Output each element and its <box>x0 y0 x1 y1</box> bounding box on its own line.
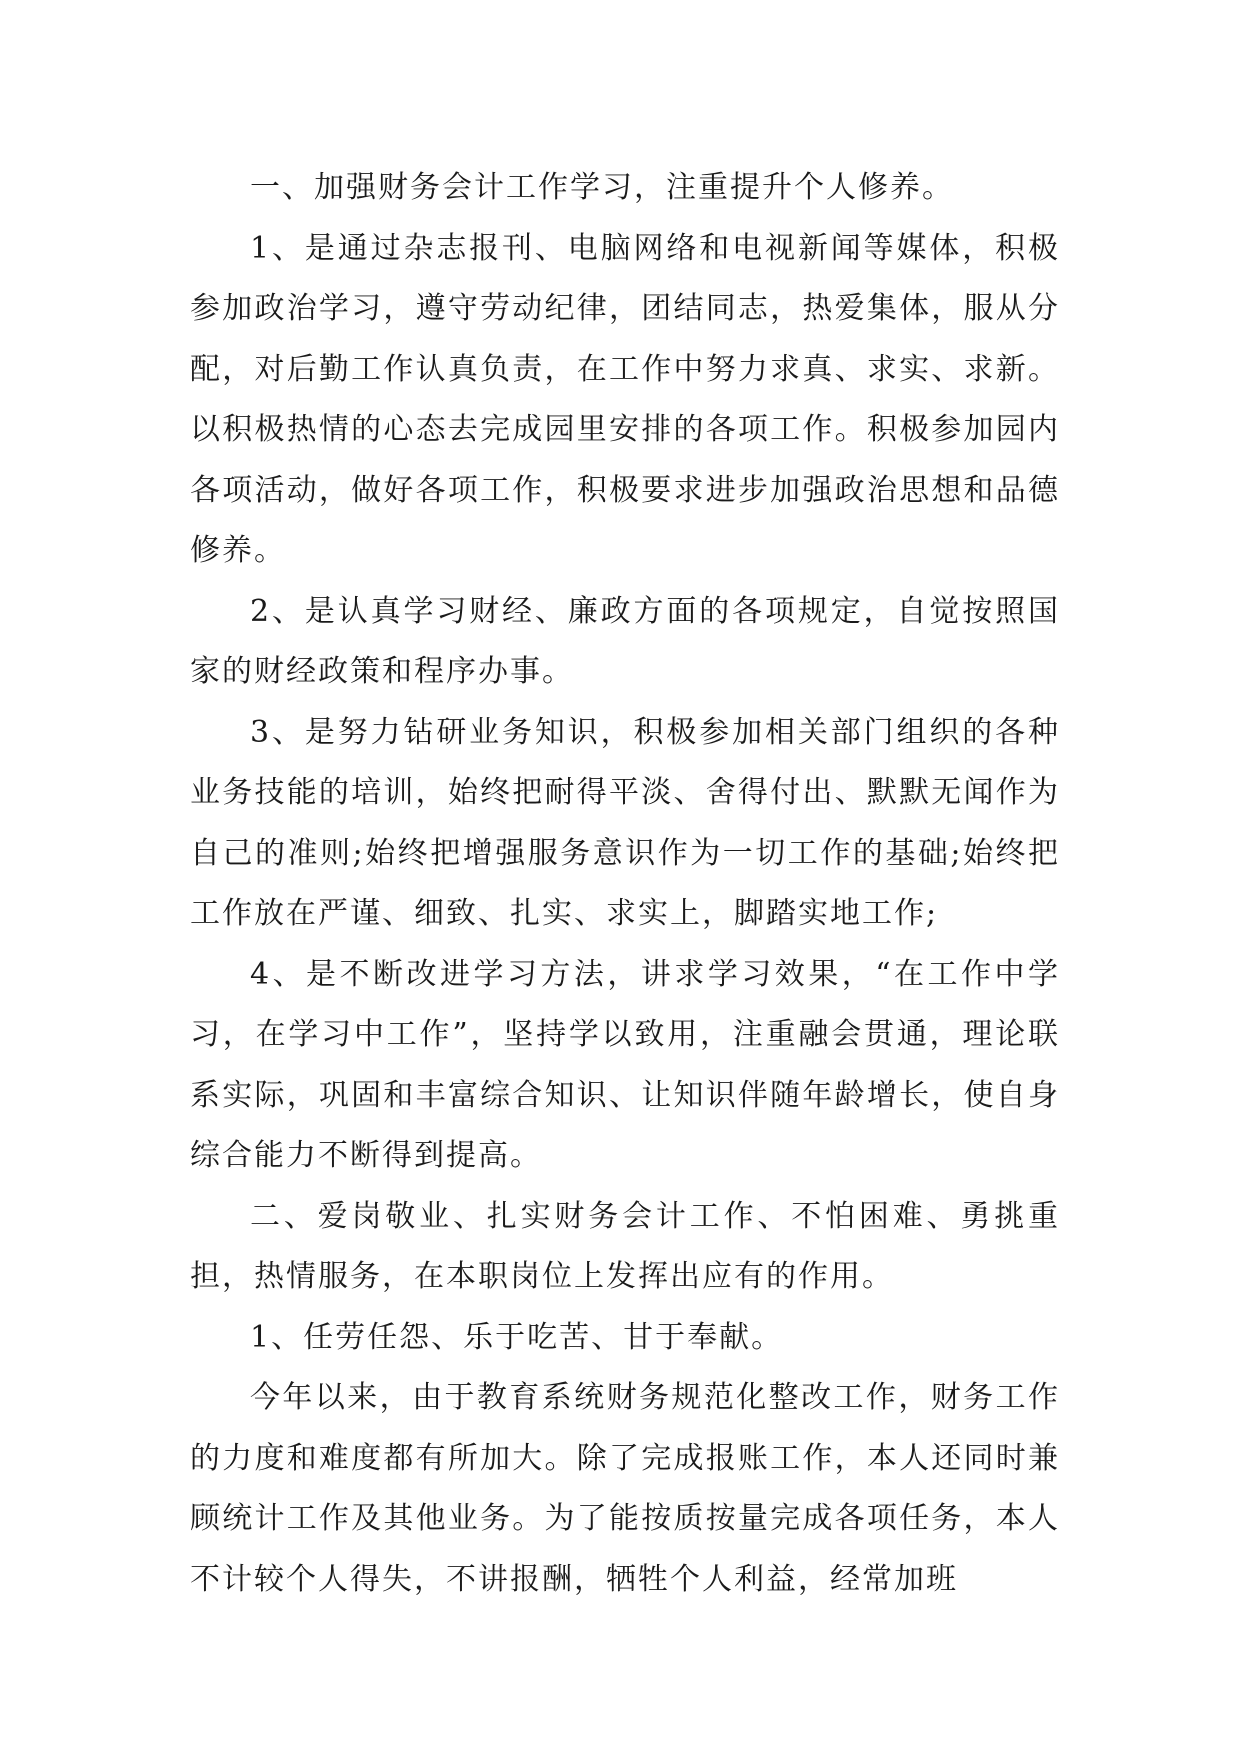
paragraph-item-3: 3、是努力钻研业务知识，积极参加相关部门组织的各种业务技能的培训，始终把耐得平淡、舍得付出、默默无闻作为自己的准则;始终把增强服务意识作为一切工作的基础;始终把工作放在严谨、细致、扎实、求实上，脚踏实地工作; <box>190 714 1060 931</box>
paragraph-item-1: 1、是通过杂志报刊、电脑网络和电视新闻等媒体，积极参加政治学习，遵守劳动纪律，团结同志，热爱集体，服从分配，对后勤工作认真负责，在工作中努力求真、求实、求新。以积极热情的心态去完成园里安排的各项工作。积极参加园内各项活动，做好各项工作，积极要求进步加强政治思想和品德修养。 <box>190 230 1060 568</box>
paragraph-section-1-heading: 一、加强财务会计工作学习，注重提升个人修养。 <box>250 170 954 205</box>
paragraph-section-2-heading: 二、爱岗敬业、扎实财务会计工作、不怕困难、勇挑重担，热情服务，在本职岗位上发挥出应有的作用。 <box>190 1198 1060 1294</box>
document-body <box>190 158 1060 1610</box>
paragraph-body: 今年以来，由于教育系统财务规范化整改工作，财务工作的力度和难度都有所加大。除了完成报账工作，本人还同时兼顾统计工作及其他业务。为了能按质按量完成各项任务，本人不计较个人得失，不讲报酬，牺牲个人利益，经常加班 <box>190 1380 1060 1597</box>
paragraph-item-4: 4、是不断改进学习方法，讲求学习效果，“在工作中学习，在学习中工作”，坚持学以致用，注重融会贯通，理论联系实际，巩固和丰富综合知识、让知识伴随年龄增长，使自身综合能力不断得到提高。 <box>190 956 1060 1173</box>
paragraph-subheading-1: 1、任劳任怨、乐于吃苦、甘于奉献。 <box>250 1319 784 1355</box>
paragraph-item-2: 2、是认真学习财经、廉政方面的各项规定，自觉按照国家的财经政策和程序办事。 <box>190 593 1060 689</box>
